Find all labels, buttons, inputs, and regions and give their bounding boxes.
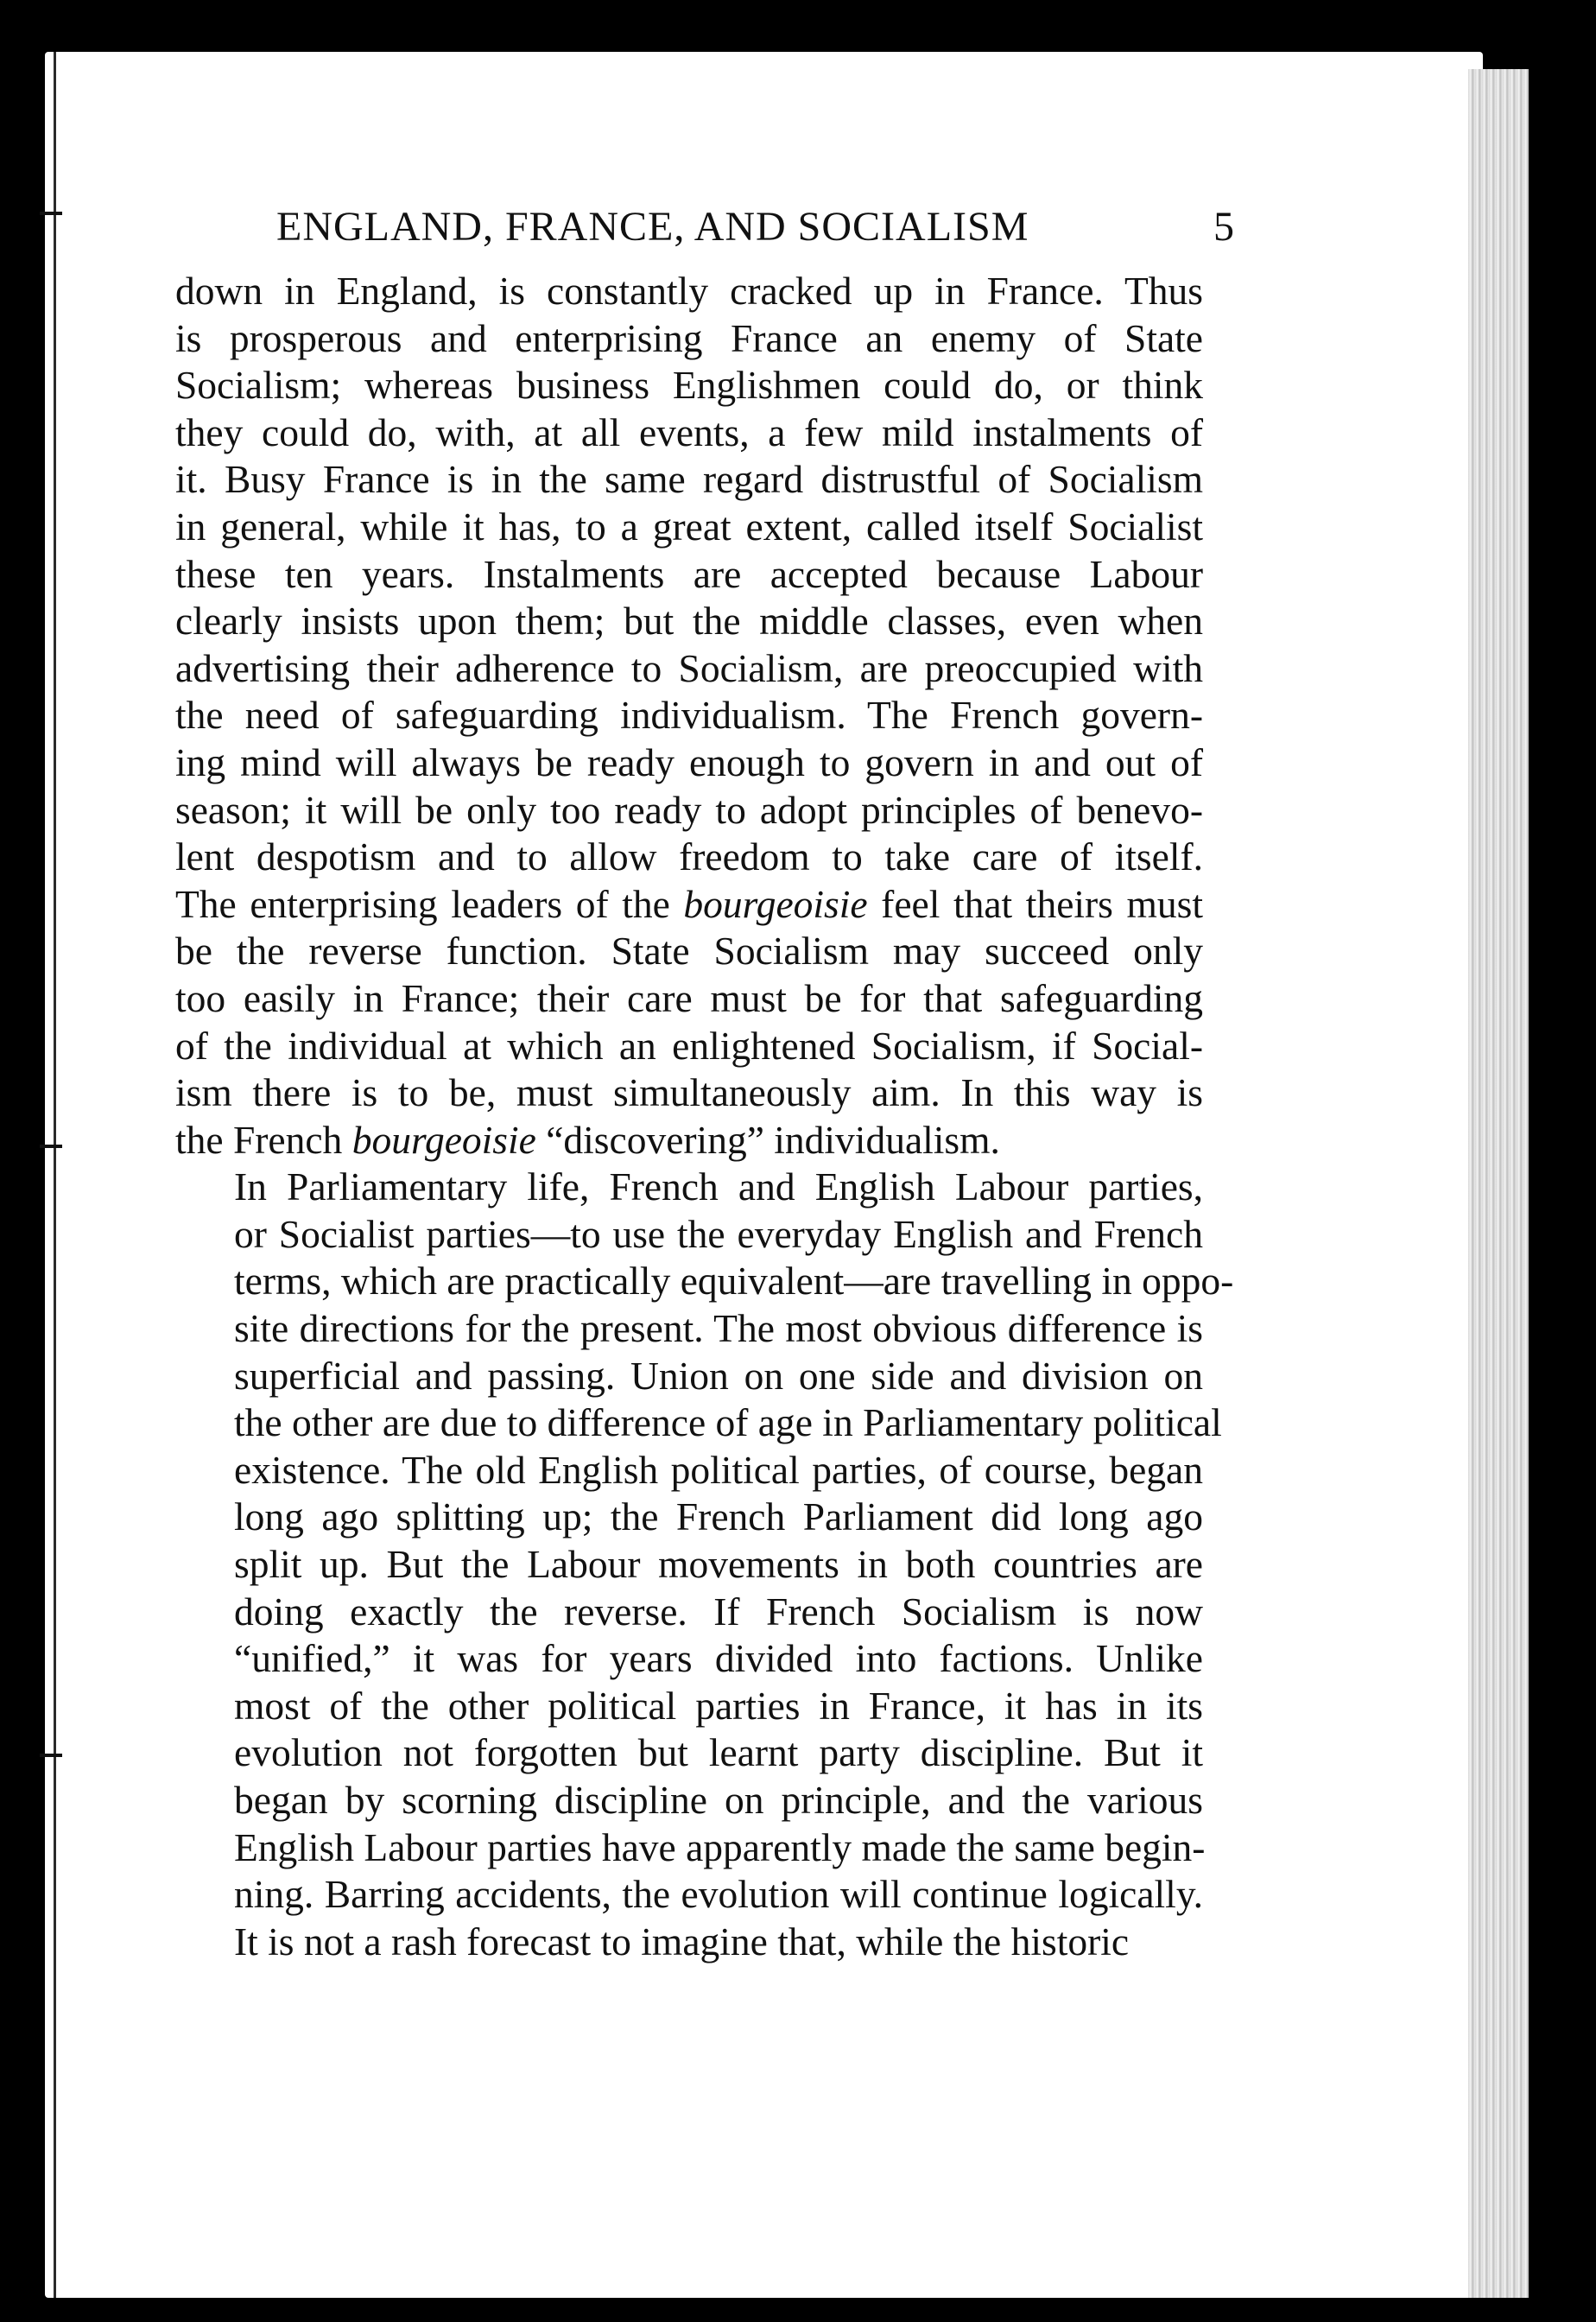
text-line: or Socialist parties—to use the everyday English and French [234,1211,1203,1256]
text-line: of the individual at which an enlightened Socialism, if Social- [175,1023,1203,1068]
page-number: 5 [1213,204,1235,250]
text-line: these ten years. Instalments are accepted because Labour [175,551,1203,596]
text-line: ism there is to be, must simultaneously aim. In this way is [175,1070,1203,1115]
text-line: clearly insists upon them; but the middle classes, even when [175,599,1203,644]
body-text [175,268,1234,1965]
text-line: existence. The old English political parties, of course, began [234,1447,1203,1492]
text-line: ing mind will always be ready enough to govern in and out of [175,739,1203,784]
text-line: superficial and passing. Union on one side and division on [234,1353,1203,1398]
text-line: ning. Barring accidents, the evolution will continue logically. [234,1872,1203,1917]
text-line: it. Busy France is in the same regard distrustful of Socialism [175,457,1203,502]
text-line: season; it will be only too ready to adopt principles of benevo- [175,787,1203,832]
text-line: In Parliamentary life, French and English Labour parties, [234,1164,1203,1209]
gutter-edge [54,52,56,2298]
italic-term: bourgeoisie [352,1117,536,1162]
text-line: The enterprising leaders of the bourgeoisie feel that theirs must [175,881,1203,926]
binding-mark [40,1145,62,1148]
text-line: they could do, with, at all events, a few mild instalments of [175,409,1203,454]
paragraph [175,268,1203,1164]
text-line: began by scorning discipline on principle, and the various [234,1778,1203,1822]
binding-mark [40,1754,62,1757]
text-line: terms, which are practically equivalent—are travelling in oppo- [234,1259,1234,1304]
text-line: long ago splitting up; the French Parliament did long ago [234,1494,1203,1539]
text-line: is prosperous and enterprising France an enemy of State [175,315,1203,360]
page-header [276,203,1235,251]
text-line: the French bourgeoisie “discovering” individualism. [175,1117,1000,1162]
text-line: Socialism; whereas business Englishmen could do, or think [175,363,1203,408]
italic-term: bourgeoisie [683,881,868,926]
text-line: in general, while it has, to a great extent, called itself Socialist [175,504,1203,549]
text-line: doing exactly the reverse. If French Socialism is now [234,1589,1203,1634]
text-line: English Labour parties have apparently made the same begin- [234,1824,1206,1869]
text-line: too easily in France; their care must be for that safeguarding [175,975,1203,1020]
page-edges [1468,69,1529,2298]
paragraph [175,1164,1234,1965]
text-line: lent despotism and to allow freedom to take care of itself. [175,834,1203,879]
text-line: evolution not forgotten but learnt party discipline. But it [234,1730,1203,1775]
binding-mark [40,212,62,215]
text-line: advertising their adherence to Socialism, are preoccupied with [175,645,1203,690]
text-line: be the reverse function. State Socialism may succeed only [175,929,1203,974]
text-line: most of the other political parties in France, it has in its [234,1683,1203,1728]
text-line: It is not a rash forecast to imagine that, while the historic [234,1919,1130,1964]
text-line: site directions for the present. The most obvious difference is [234,1306,1203,1351]
text-line: the need of safeguarding individualism. The French govern- [175,693,1203,738]
text-line: the other are due to difference of age in Parliamentary political [234,1400,1222,1445]
text-line: down in England, is constantly cracked up in France. Thus [175,269,1203,313]
running-head: ENGLAND, FRANCE, AND SOCIALISM [276,204,1029,250]
text-line: “unified,” it was for years divided into factions. Unlike [234,1636,1203,1681]
text-line: split up. But the Labour movements in both countries are [234,1542,1203,1587]
